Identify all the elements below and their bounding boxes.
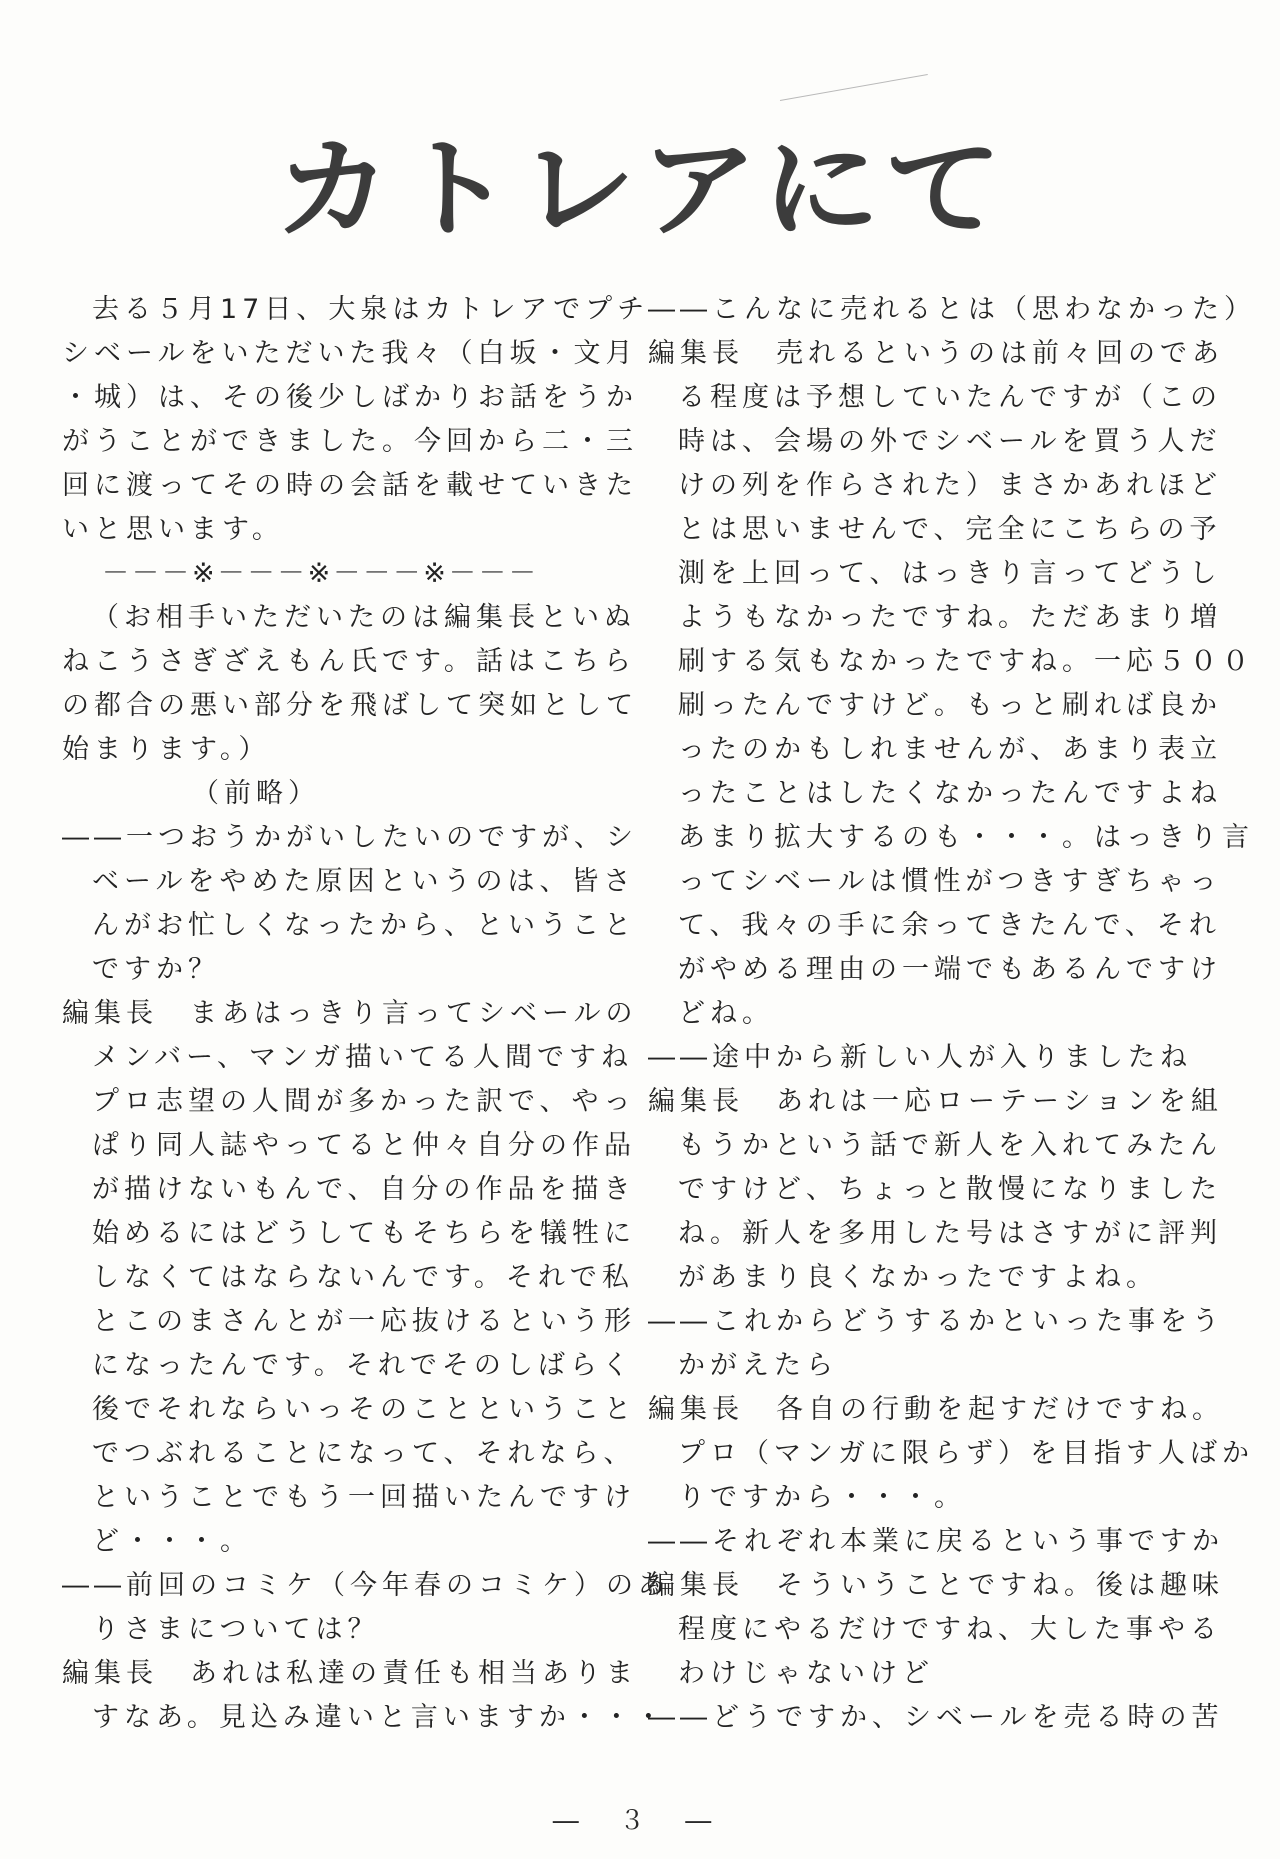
text-line: すなあ。見込み違いと言いますか・・・: [92, 1702, 667, 1733]
text-line: ――どうですか、シベールを売る時の苦: [648, 1702, 1224, 1733]
text-line: ――こんなに売れるとは（思わなかった）: [648, 294, 1256, 325]
text-line: （お相手いただいたのは編集長といぬ: [92, 602, 636, 633]
text-line: ですけど、ちょっと散慢になりました: [678, 1174, 1222, 1205]
text-line: 編集長 各自の行動を起すだけですね。: [648, 1394, 1224, 1425]
text-line: の都合の悪い部分を飛ばして突如として: [62, 690, 638, 721]
text-line: メンバー、マンガ描いてる人間ですね: [92, 1042, 634, 1073]
text-line: ったことはしたくなかったんですよね: [678, 778, 1222, 809]
text-line: ったのかもしれませんが、あまり表立: [678, 734, 1222, 765]
text-line: がうことができました。今回から二・三: [62, 426, 638, 457]
text-line: いと思います。: [62, 514, 284, 545]
text-line: とは思いませんで、完全にこちらの予: [678, 514, 1222, 545]
text-line: ・城）は、その後少しばかりお話をうか: [62, 382, 638, 413]
text-line: 始まります。）: [62, 734, 271, 765]
right-text-column: [648, 288, 1256, 1740]
text-line: ね。新人を多用した号はさすがに評判: [678, 1218, 1222, 1249]
text-line: わけじゃないけど: [678, 1658, 934, 1689]
text-line: 始めるにはどうしてもそちらを犠牲に: [92, 1218, 636, 1249]
text-line: ど・・・。: [92, 1526, 252, 1557]
text-line: 編集長 売れるというのは前々回のであ: [648, 338, 1224, 369]
text-line: て、我々の手に余ってきたんで、それ: [678, 910, 1221, 941]
text-line: ――途中から新しい人が入りましたね: [648, 1042, 1192, 1073]
text-line: かがえたら: [678, 1350, 838, 1381]
text-line: りさまについては？: [92, 1614, 380, 1645]
text-line: けの列を作らされた）まさかあれほど: [678, 470, 1222, 501]
text-line: ようもなかったですね。ただあまり増: [678, 602, 1222, 633]
text-line: る程度は予想していたんですが（この: [678, 382, 1222, 413]
text-line: ――一つおうかがいしたいのですが、シ: [62, 822, 638, 853]
text-line: プロ志望の人間が多かった訳で、やっ: [92, 1086, 636, 1117]
text-line: ってシベールは慣性がつきすぎちゃっ: [678, 866, 1222, 897]
section-divider: －－－※－－－※－－－※－－－: [102, 558, 539, 589]
text-line: ぱり同人誌やってると仲々自分の作品: [92, 1130, 636, 1161]
text-line: ねこうさぎざえもん氏です。話はこちら: [62, 646, 636, 677]
text-line: 回に渡ってその時の会話を載せていきた: [62, 470, 638, 501]
text-line: ですか？: [92, 954, 220, 985]
text-line: 時は、会場の外でシベールを買う人だ: [678, 426, 1222, 457]
text-line: になったんです。それでそのしばらく: [92, 1350, 634, 1381]
text-line: もうかという話で新人を入れてみたん: [678, 1130, 1222, 1161]
text-line: ベールをやめた原因というのは、皆さ: [92, 866, 636, 897]
text-line: 測を上回って、はっきり言ってどうし: [678, 558, 1222, 589]
text-line: シベールをいただいた我々（白坂・文月: [62, 338, 638, 369]
pencil-scratch-mark: [780, 74, 928, 101]
text-line: ――前回のコミケ（今年春のコミケ）のあ: [62, 1570, 670, 1601]
text-line: 後でそれならいっそのことということ: [92, 1394, 636, 1425]
text-line: ――それぞれ本業に戻るという事ですか: [648, 1526, 1224, 1557]
text-line: 編集長 あれは一応ローテーションを組: [648, 1086, 1223, 1117]
text-line: 刷ったんですけど。もっと刷れば良か: [678, 690, 1222, 721]
text-line: が描けないもんで、自分の作品を描き: [92, 1174, 636, 1205]
text-line: 編集長 まあはっきり言ってシベールの: [62, 998, 638, 1029]
text-line: （前略）: [192, 778, 320, 809]
text-line: あまり拡大するのも・・・。はっきり言: [678, 822, 1254, 853]
page-title: カトレアにて: [273, 125, 1006, 253]
text-line: ということでもう一回描いたんですけ: [92, 1482, 636, 1513]
text-line: 去る５月17日、大泉はカトレアでプチ: [92, 294, 650, 325]
page-number: ― ３ ―: [552, 1806, 728, 1836]
text-line: 編集長 そういうことですね。後は趣味: [648, 1570, 1224, 1601]
text-line: プロ（マンガに限らず）を目指す人ばか: [678, 1438, 1254, 1469]
text-line: りですから・・・。: [678, 1482, 966, 1513]
text-line: 程度にやるだけですね、大した事やる: [678, 1614, 1222, 1645]
text-line: どね。: [678, 998, 774, 1029]
text-line: ――これからどうするかといった事をう: [648, 1306, 1224, 1337]
text-line: 編集長 あれは私達の責任も相当ありま: [62, 1658, 638, 1689]
text-line: 刷する気もなかったですね。一応５００: [678, 646, 1254, 677]
text-line: しなくてはならないんです。それで私: [92, 1262, 634, 1293]
text-line: とこのまさんとが一応抜けるという形: [92, 1306, 636, 1337]
text-line: がやめる理由の一端でもあるんですけ: [678, 954, 1222, 985]
text-line: んがお忙しくなったから、ということ: [92, 910, 636, 941]
text-line: でつぶれることになって、それなら、: [92, 1438, 636, 1469]
left-text-column: [62, 288, 670, 1740]
text-line: があまり良くなかったですよね。: [678, 1262, 1158, 1293]
